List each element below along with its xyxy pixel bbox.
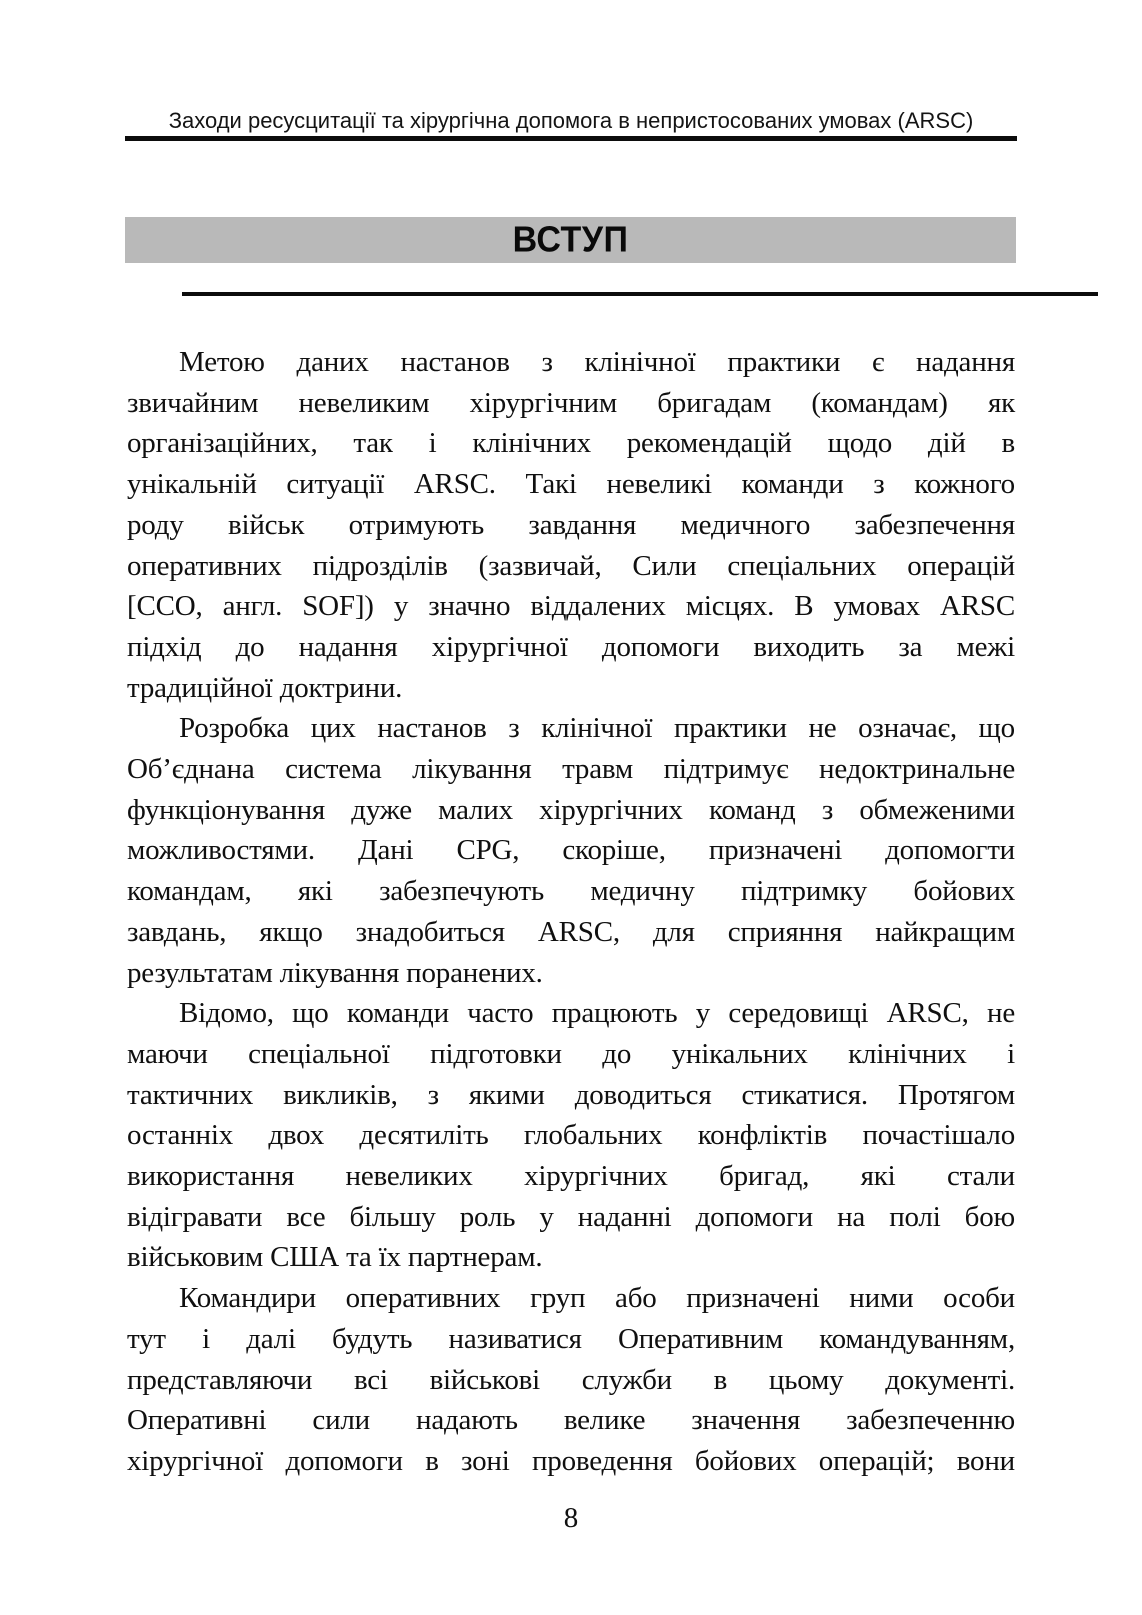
section-title: ВСТУП <box>512 219 629 260</box>
text-line: [ССО, англ. SOF]) у значно віддалених місцях. В умовах ARSC <box>127 590 1015 623</box>
section-divider-rule <box>182 292 1098 296</box>
text-line: Оперативні сили надають велике значення забезпеченню <box>127 1404 1015 1437</box>
text-line: результатам лікування поранених. <box>127 956 543 989</box>
paragraph <box>127 708 1015 993</box>
text-line: унікальній ситуації ARSC. Такі невеликі команди з кожного <box>127 468 1015 501</box>
paragraph <box>127 1278 1015 1482</box>
text-line: функціонування дуже малих хірургічних команд з обмеженими <box>127 793 1015 826</box>
text-line: Відомо, що команди часто працюють у середовищі ARSC, не <box>179 997 1015 1030</box>
text-line: Командири оперативних груп або призначені ними особи <box>179 1282 1015 1315</box>
text-line: тут і далі будуть називатися Оперативним командуванням, <box>127 1322 1015 1355</box>
text-line: роду військ отримують завдання медичного забезпечення <box>127 508 1015 541</box>
text-line: маючи спеціальної підготовки до унікальних клінічних і <box>127 1037 1015 1070</box>
text-line: військовим США та їх партнерам. <box>127 1241 543 1274</box>
page-body <box>127 342 1015 1482</box>
text-line: тактичних викликів, з якими доводиться стикатися. Протягом <box>127 1078 1015 1111</box>
text-line: хірургічної допомоги в зоні проведення бойових операцій; вони <box>127 1444 1015 1477</box>
text-line: традиційної доктрини. <box>127 671 403 704</box>
header-rule <box>125 136 1017 141</box>
section-title-banner <box>125 217 1016 263</box>
text-line: оперативних підрозділів (зазвичай, Сили спеціальних операцій <box>127 549 1015 582</box>
text-line: Розробка цих настанов з клінічної практики не означає, що <box>179 712 1015 745</box>
text-line: використання невеликих хірургічних бригад, які стали <box>127 1160 1015 1193</box>
text-line: підхід до надання хірургічної допомоги виходить за межі <box>127 630 1015 663</box>
running-header-title: Заходи ресусцитації та хірургічна допомога в непристосованих умовах (ARSC) <box>168 108 974 133</box>
text-line: можливостями. Дані CPG, скоріше, призначені допомогти <box>127 834 1015 867</box>
paragraph <box>127 342 1015 708</box>
text-line: Метою даних настанов з клінічної практики є надання <box>179 346 1015 378</box>
text-line: останніх двох десятиліть глобальних конфліктів почастішало <box>127 1119 1015 1152</box>
text-line: Об’єднана система лікування травм підтримує недоктринальне <box>127 753 1015 786</box>
paragraph <box>127 993 1015 1278</box>
page-number: 8 <box>563 1502 579 1534</box>
text-line: відігравати все більшу роль у наданні допомоги на полі бою <box>127 1200 1015 1233</box>
text-line: звичайним невеликим хірургічним бригадам (командам) як <box>127 386 1015 419</box>
text-line: представляючи всі військові служби в цьому документі. <box>127 1363 1015 1396</box>
text-line: завдань, якщо знадобиться ARSC, для сприяння найкращим <box>127 915 1015 948</box>
text-line: командам, які забезпечують медичну підтримку бойових <box>127 875 1015 908</box>
text-line: організаційних, так і клінічних рекомендацій щодо дій в <box>127 427 1015 460</box>
